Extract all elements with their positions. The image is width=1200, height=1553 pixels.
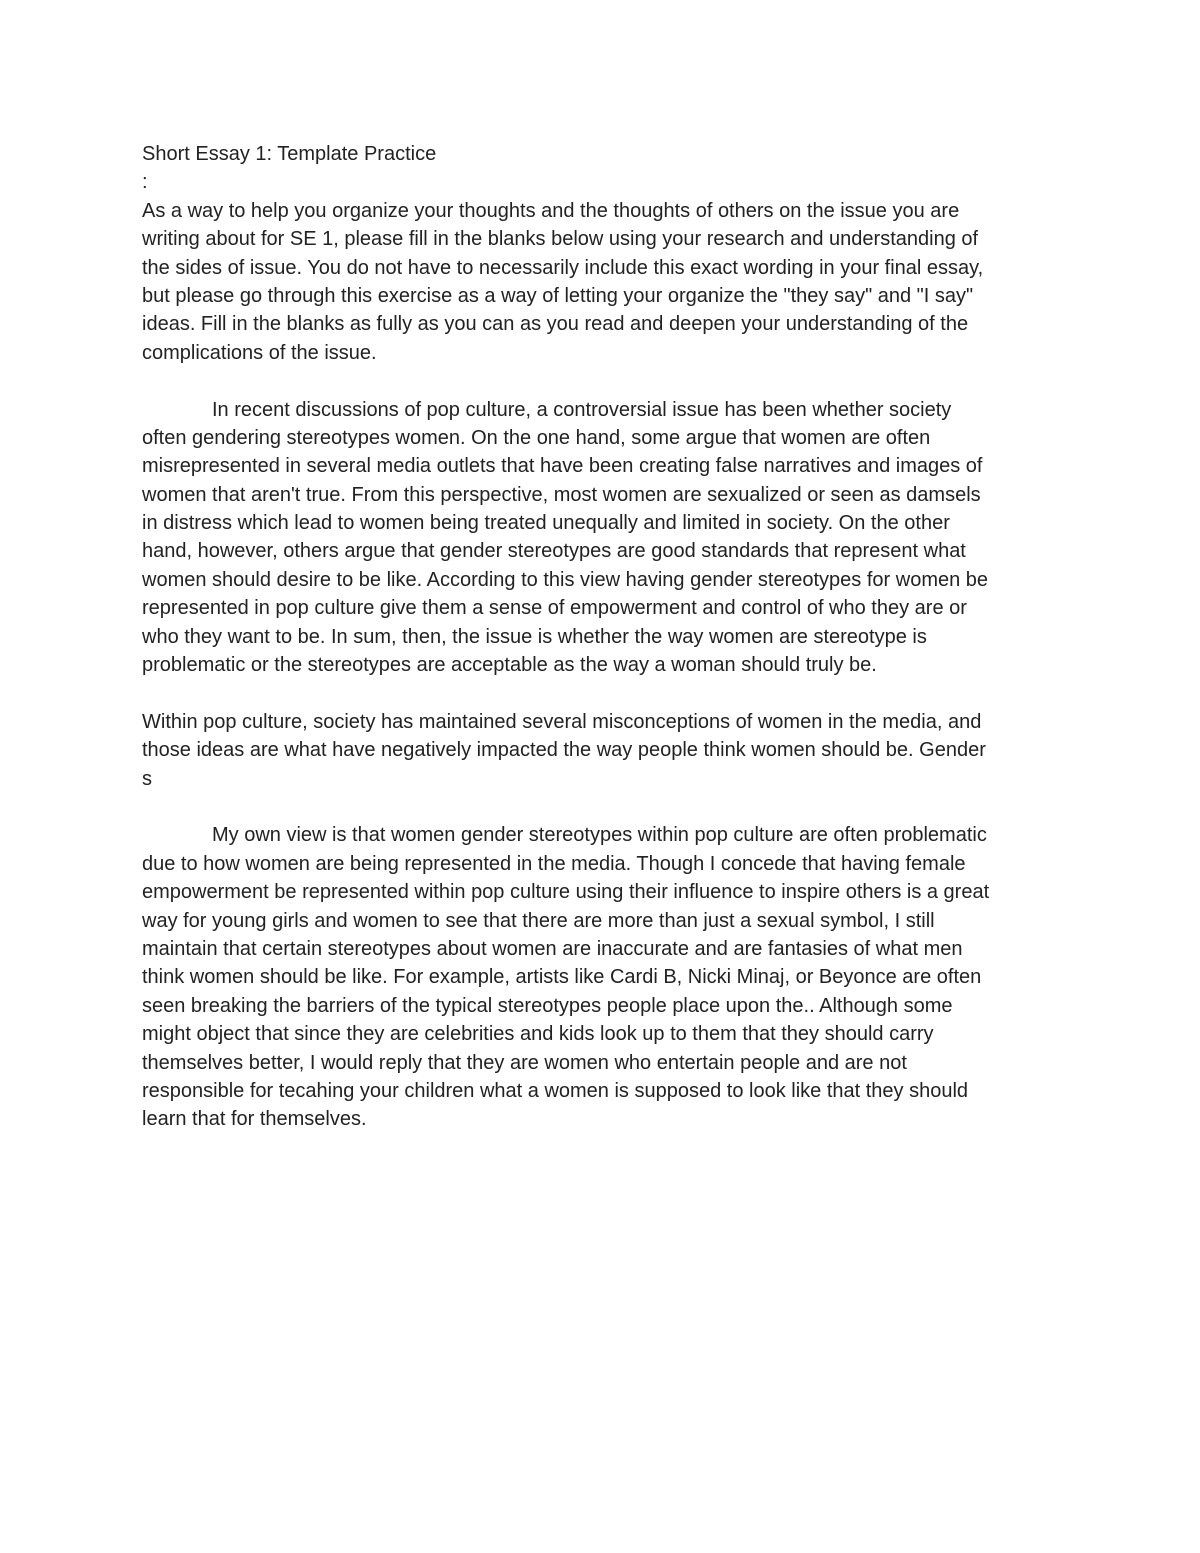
- paragraph-gap: [142, 367, 1062, 395]
- paragraph-line: women that aren't true. From this perspective, most women are sexualized or seen as damsels: [142, 483, 981, 506]
- paragraph-line: maintain that certain stereotypes about women are inaccurate and are fantasies of what men: [142, 937, 963, 960]
- document-title: Short Essay 1: Template Practice: [142, 143, 437, 165]
- paragraph-line: those ideas are what have negatively impacted the way people think women should be. Gender: [142, 739, 986, 762]
- paragraph-line: think women should be like. For example, artists like Cardi B, Nicki Minaj, or Beyonce are often: [142, 966, 982, 989]
- paragraph-gap: [142, 679, 1062, 707]
- paragraph-line: responsible for tecahing your children what a women is supposed to look like that they should: [142, 1079, 969, 1102]
- paragraph-line: themselves better, I would reply that they are women who entertain people and are not: [142, 1051, 907, 1074]
- paragraph-line: In recent discussions of pop culture, a controversial issue has been whether society: [212, 398, 952, 421]
- they-say-paragraph: [142, 396, 1062, 680]
- paragraph-line: learn that for themselves.: [142, 1108, 367, 1131]
- paragraph-line: often gendering stereotypes women. On the one hand, some argue that women are often: [142, 426, 931, 449]
- paragraph-gap: [142, 793, 1062, 821]
- instructions-line: As a way to help you organize your thoughts and the thoughts of others on the issue you are: [142, 199, 960, 222]
- instructions-line: the sides of issue. You do not have to necessarily include this exact wording in your final essay,: [142, 256, 984, 279]
- paragraph-line: My own view is that women gender stereotypes within pop culture are often problematic: [212, 824, 987, 847]
- paragraph-line: might object that since they are celebrities and kids look up to them that they should carry: [142, 1023, 934, 1046]
- paragraph-line: seen breaking the barriers of the typical stereotypes people place upon the.. Although some: [142, 994, 953, 1017]
- paragraph-line: in distress which lead to women being treated unequally and limited in society. On the other: [142, 512, 950, 535]
- paragraph-line: misrepresented in several media outlets that have been creating false narratives and images of: [142, 455, 983, 478]
- paragraph-line: hand, however, others argue that gender stereotypes are good standards that represent what: [142, 540, 966, 563]
- misconceptions-paragraph: [142, 708, 1062, 793]
- colon-line: :: [142, 171, 148, 194]
- paragraph-line: due to how women are being represented in the media. Though I concede that having female: [142, 852, 966, 875]
- instructions-line: but please go through this exercise as a way of letting your organize the "they say" and "I say": [142, 284, 974, 307]
- paragraph-line: women should desire to be like. According to this view having gender stereotypes for women be: [142, 568, 989, 591]
- paragraph-line: way for young girls and women to see that there are more than just a sexual symbol, I still: [142, 909, 935, 932]
- i-say-paragraph: [142, 821, 1062, 1133]
- paragraph-line: problematic or the stereotypes are acceptable as the way a woman should truly be.: [142, 654, 877, 677]
- paragraph-line: represented in pop culture give them a sense of empowerment and control of who they are or: [142, 597, 967, 620]
- paragraph-line: empowerment be represented within pop culture using their influence to inspire others is a great: [142, 881, 990, 904]
- paragraph-line: s: [142, 767, 152, 790]
- instructions-line: ideas. Fill in the blanks as fully as you can as you read and deepen your understanding of the: [142, 313, 969, 336]
- paragraph-line: Within pop culture, society has maintained several misconceptions of women in the media, and: [142, 710, 982, 733]
- document-body: [142, 140, 1062, 1134]
- instructions-paragraph: [142, 197, 1062, 367]
- instructions-line: complications of the issue.: [142, 341, 377, 364]
- paragraph-line: who they want to be. In sum, then, the issue is whether the way women are stereotype is: [142, 625, 927, 648]
- instructions-line: writing about for SE 1, please fill in the blanks below using your research and understanding of: [142, 228, 979, 251]
